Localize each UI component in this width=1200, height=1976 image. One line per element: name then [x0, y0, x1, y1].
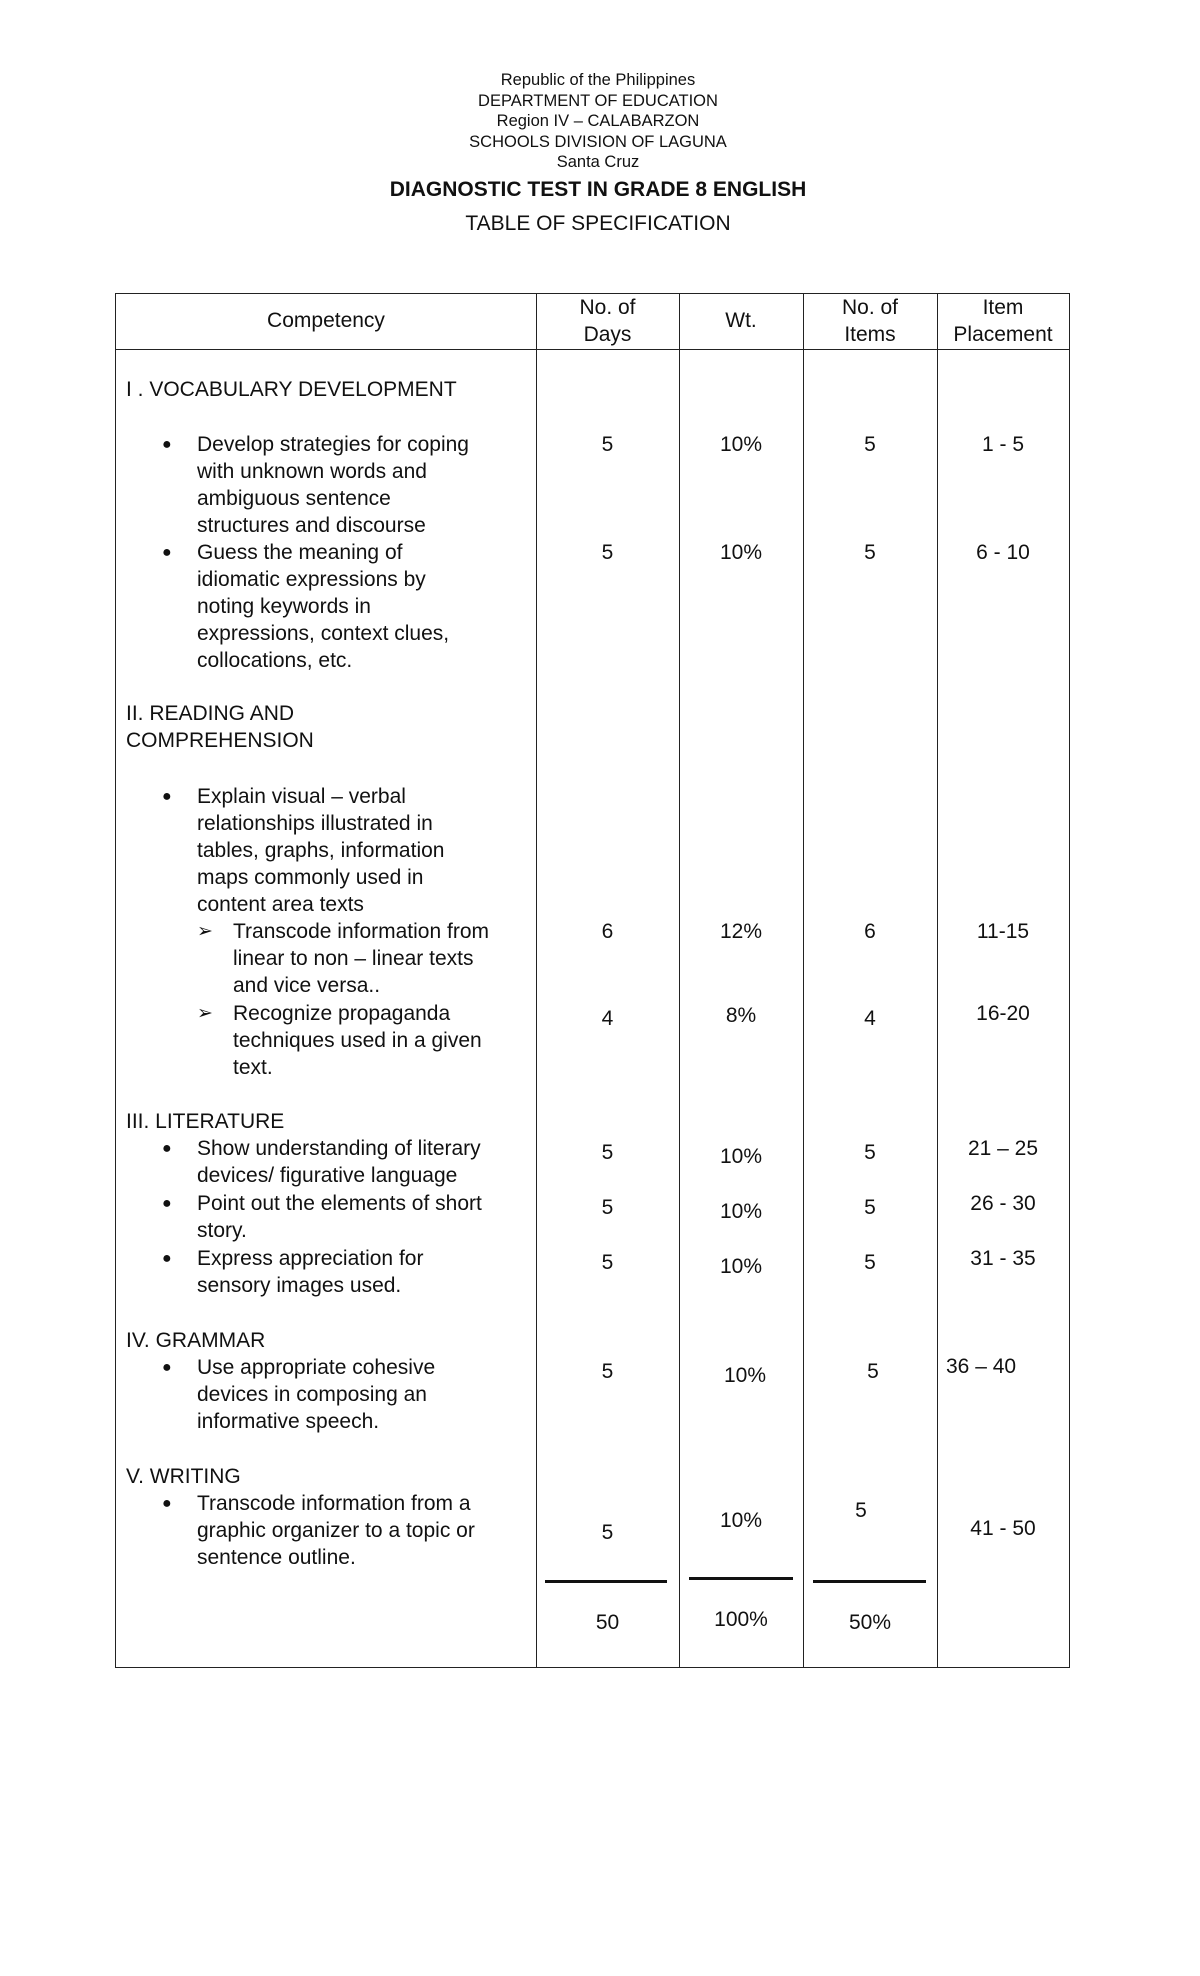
competency-short-story: Point out the elements of short story.	[197, 1192, 482, 1242]
competency-transcode-linear: Transcode information from linear to non – linear texts and vice versa..	[233, 920, 489, 997]
placement-value: 31 - 35	[970, 1247, 1036, 1270]
section-reading: II. READING AND COMPREHENSION	[126, 702, 314, 752]
specification-table	[115, 293, 1070, 1668]
items-value: 5	[864, 433, 876, 456]
placement-value: 6 - 10	[976, 541, 1030, 564]
weight-value: 10%	[719, 1255, 763, 1278]
days-value: 6	[601, 920, 614, 943]
column-divider	[937, 294, 938, 1667]
days-value: 5	[601, 1360, 614, 1383]
column-divider	[536, 294, 537, 1667]
placement-value: 26 - 30	[970, 1192, 1036, 1215]
days-value: 5	[601, 1196, 614, 1219]
city-line: Santa Cruz	[556, 153, 640, 171]
items-value: 5	[864, 1141, 876, 1164]
bullet-icon: ●	[162, 1250, 172, 1267]
weight-value: 8%	[725, 1004, 757, 1027]
document-title: DIAGNOSTIC TEST IN GRADE 8 ENGLISH	[389, 177, 807, 201]
weight-value: 10%	[723, 1364, 767, 1387]
placement-value: 1 - 5	[981, 433, 1025, 456]
total-weight: 100%	[714, 1608, 768, 1631]
competency-propaganda: Recognize propaganda techniques used in a given text.	[233, 1002, 482, 1079]
placement-value: 21 – 25	[967, 1137, 1039, 1160]
division-line: SCHOOLS DIVISION OF LAGUNA	[469, 132, 727, 151]
competency-sensory-images: Express appreciation for sensory images used.	[197, 1247, 424, 1297]
column-divider	[679, 294, 680, 1667]
header-items-1: No. of	[841, 296, 899, 319]
weight-value: 10%	[719, 433, 763, 456]
total-rule	[689, 1577, 793, 1580]
items-value: 5	[864, 1251, 876, 1274]
section-vocabulary: I . VOCABULARY DEVELOPMENT	[126, 378, 457, 401]
total-days: 50	[595, 1611, 620, 1634]
header-days-2: Days	[583, 323, 632, 346]
weight-value: 10%	[719, 541, 763, 564]
items-value: 5	[864, 541, 876, 564]
document-header	[0, 70, 1196, 237]
competency-literary-devices: Show understanding of literary devices/ figurative language	[197, 1137, 481, 1187]
days-value: 5	[601, 1521, 614, 1544]
header-items-2: Items	[844, 323, 896, 346]
weight-value: 10%	[719, 1200, 763, 1223]
items-value: 6	[864, 920, 876, 943]
days-value: 5	[601, 1141, 614, 1164]
items-value: 5	[864, 1196, 876, 1219]
header-placement-2: Placement	[953, 323, 1053, 346]
bullet-icon: ●	[162, 436, 172, 453]
placement-value: 41 - 50	[970, 1517, 1036, 1540]
competency-visual-verbal: Explain visual – verbal relationships illustrated in tables, graphs, information maps commonly used in content area texts	[197, 785, 445, 916]
total-rule	[545, 1580, 667, 1583]
department-line: DEPARTMENT OF EDUCATION	[478, 91, 718, 110]
items-value: 5	[855, 1499, 867, 1522]
section-literature: III. LITERATURE	[126, 1110, 285, 1133]
weight-value: 10%	[719, 1145, 763, 1168]
arrow-bullet-icon: ➢	[197, 921, 213, 942]
header-days-1: No. of	[579, 296, 636, 319]
section-writing: V. WRITING	[126, 1465, 241, 1488]
placement-value: 11-15	[976, 920, 1030, 943]
weight-value: 10%	[719, 1509, 763, 1532]
days-value: 4	[601, 1007, 614, 1030]
bullet-icon: ●	[162, 1495, 172, 1512]
total-items: 50%	[848, 1611, 892, 1634]
header-row-divider	[116, 349, 1069, 350]
header-weight: Wt.	[725, 309, 757, 332]
arrow-bullet-icon: ➢	[197, 1003, 213, 1024]
days-value: 5	[601, 1251, 614, 1274]
competency-graphic-organizer: Transcode information from a graphic organizer to a topic or sentence outline.	[197, 1492, 475, 1569]
header-competency: Competency	[267, 309, 385, 332]
placement-value: 36 – 40	[946, 1355, 1017, 1378]
region-line: Region IV – CALABARZON	[496, 112, 700, 130]
bullet-icon: ●	[162, 1359, 172, 1376]
section-grammar: IV. GRAMMAR	[126, 1329, 266, 1352]
republic-line: Republic of the Philippines	[500, 71, 696, 89]
items-value: 5	[867, 1360, 879, 1383]
items-value: 4	[864, 1007, 876, 1030]
document-subtitle: TABLE OF SPECIFICATION	[465, 211, 731, 235]
bullet-icon: ●	[162, 788, 172, 805]
total-rule	[813, 1580, 926, 1583]
bullet-icon: ●	[162, 544, 172, 561]
placement-value: 16-20	[976, 1002, 1030, 1025]
competency-cohesive-devices: Use appropriate cohesive devices in composing an informative speech.	[197, 1356, 436, 1433]
header-placement-1: Item	[982, 296, 1024, 319]
weight-value: 12%	[719, 920, 763, 943]
days-value: 5	[601, 541, 614, 564]
column-divider	[803, 294, 804, 1667]
bullet-icon: ●	[162, 1195, 172, 1212]
competency-idioms: Guess the meaning of idiomatic expressions by noting keywords in expressions, context clues, collocations, etc.	[197, 541, 450, 672]
bullet-icon: ●	[162, 1140, 172, 1157]
days-value: 5	[601, 433, 614, 456]
competency-coping: Develop strategies for coping with unknown words and ambiguous sentence structures and discourse	[197, 433, 469, 537]
